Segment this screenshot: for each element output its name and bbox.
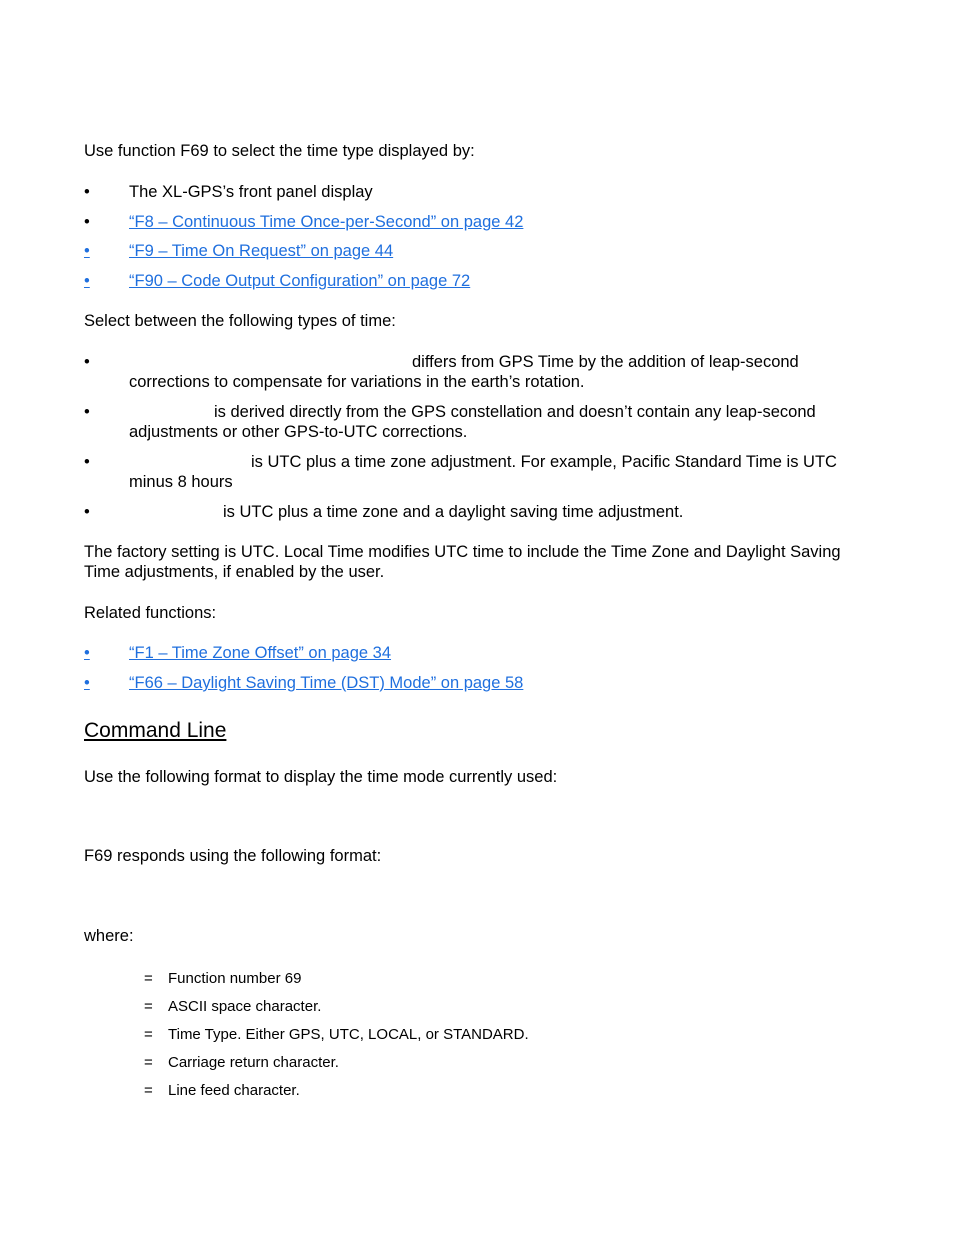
equals-sign: = <box>144 970 153 987</box>
factory-setting-line1: The factory setting is UTC. Local Time modifies UTC time to include the Time Zone and Daylight Saving <box>84 543 841 561</box>
response-intro: F69 responds using the following format: <box>84 847 382 865</box>
equals-sign: = <box>144 1054 153 1071</box>
definition-text: ASCII space character. <box>168 998 322 1015</box>
intro-text: Use function F69 to select the time type displayed by: <box>84 142 475 160</box>
bullet: • <box>84 272 90 290</box>
bullet: • <box>84 674 90 692</box>
gps-description-line1: is derived directly from the GPS constellation and doesn’t contain any leap-second <box>214 403 816 421</box>
definition-text: Line feed character. <box>168 1082 300 1099</box>
utc-description-line2: corrections to compensate for variations in the earth’s rotation. <box>129 373 585 391</box>
standard-description-line2: minus 8 hours <box>129 473 233 491</box>
bullet: • <box>84 242 90 260</box>
link-f8[interactable]: “F8 – Continuous Time Once-per-Second” on page 42 <box>129 213 524 231</box>
link-f66[interactable]: “F66 – Daylight Saving Time (DST) Mode” on page 58 <box>129 674 524 692</box>
link-f90[interactable]: “F90 – Code Output Configuration” on page 72 <box>129 272 471 290</box>
definition-text: Carriage return character. <box>168 1054 339 1071</box>
bullet: • <box>84 403 90 421</box>
list-item-text: The XL-GPS’s front panel display <box>129 183 373 201</box>
equals-sign: = <box>144 1026 153 1043</box>
link-f1[interactable]: “F1 – Time Zone Offset” on page 34 <box>129 644 392 662</box>
factory-setting-line2: Time adjustments, if enabled by the user. <box>84 563 385 581</box>
equals-sign: = <box>144 998 153 1015</box>
bullet: • <box>84 644 90 662</box>
types-intro: Select between the following types of time: <box>84 312 396 330</box>
bullet: • <box>84 503 90 521</box>
link-f9[interactable]: “F9 – Time On Request” on page 44 <box>129 242 394 260</box>
gps-description-line2: adjustments or other GPS-to-UTC corrections. <box>129 423 468 441</box>
where-label: where: <box>84 927 134 945</box>
bullet: • <box>84 213 90 231</box>
related-intro: Related functions: <box>84 604 217 622</box>
command-line-heading: Command Line <box>84 719 227 742</box>
definition-text: Time Type. Either GPS, UTC, LOCAL, or STANDARD. <box>168 1026 529 1043</box>
local-description: is UTC plus a time zone and a daylight saving time adjustment. <box>223 503 684 521</box>
bullet: • <box>84 183 90 201</box>
definition-text: Function number 69 <box>168 970 302 987</box>
bullet: • <box>84 453 90 471</box>
format-intro: Use the following format to display the time mode currently used: <box>84 768 558 786</box>
bullet: • <box>84 353 90 371</box>
standard-description-line1: is UTC plus a time zone adjustment. For example, Pacific Standard Time is UTC <box>251 453 837 471</box>
equals-sign: = <box>144 1082 153 1099</box>
utc-description-line1: differs from GPS Time by the addition of leap-second <box>412 353 799 371</box>
